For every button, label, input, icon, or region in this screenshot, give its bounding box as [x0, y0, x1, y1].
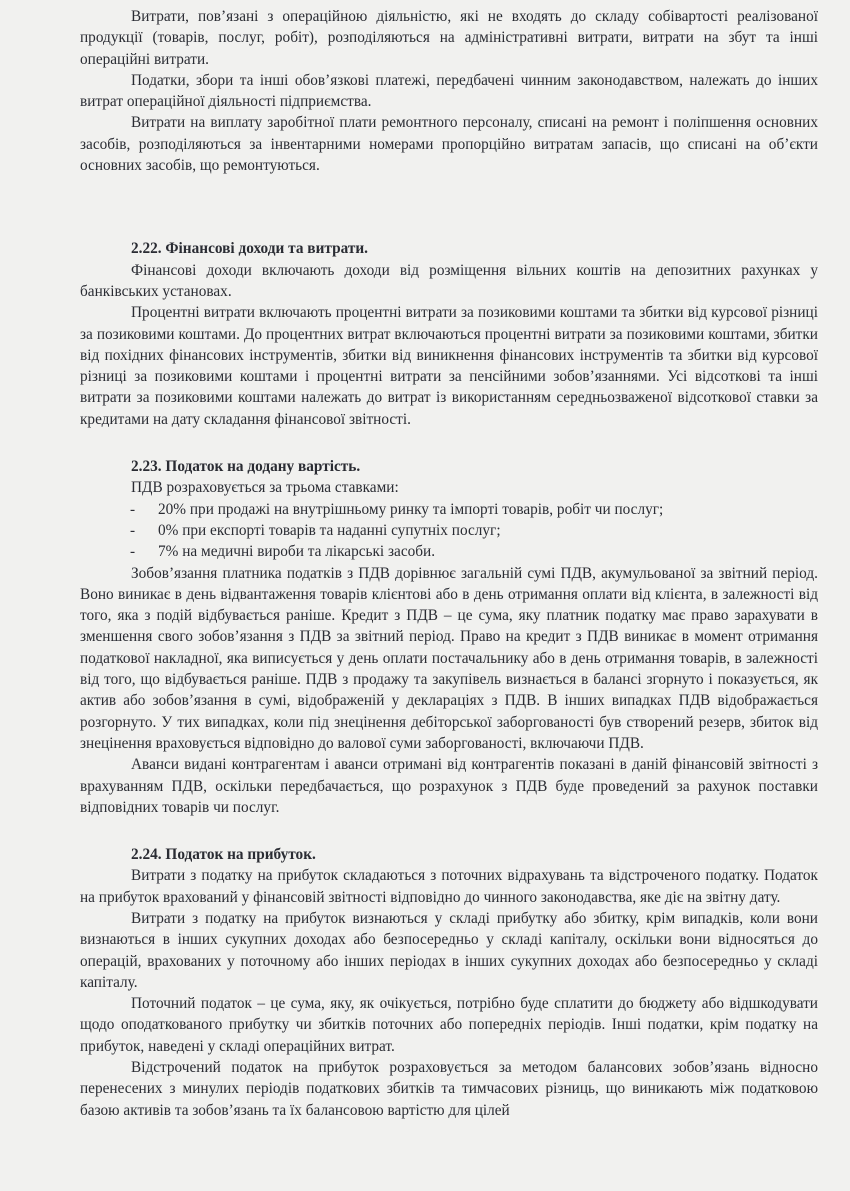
paragraph-deferred-tax: Відстрочений податок на прибуток розраховується за методом балансових зобов’язань відносно перенесених з минулих періодів податкових збитків та тимчасових різниць, що виникають між податковою базою активів та зобов’язань та їх балансовою вартістю для цілей — [80, 1059, 818, 1119]
paragraph-repair-wages: Витрати на виплату заробітної плати ремонтного персоналу, списані на ремонт і поліпшення основних засобів, розподіляються за інвентарними номерами пропорційно витратам запасів, що списані на об’єкти основних засобів, що ремонтуються. — [80, 114, 818, 175]
list-item: - 7% на медичні вироби та лікарські засоби. — [80, 541, 818, 562]
paragraph-financial-income: Фінансові доходи включають доходи від розміщення вільних коштів на депозитних рахунках у банківських установах. — [80, 261, 818, 300]
section-heading-2-23: 2.23. Податок на додану вартість. — [131, 458, 361, 476]
section-heading-2-22: 2.22. Фінансові доходи та витрати. — [131, 240, 368, 258]
paragraph-operating-expenses: Витрати, пов’язані з операційною діяльністю, які не входять до складу собівартості реалізованої продукції (товарів, послуг, робіт), розподіляються на адміністративні витрати, витрати на збут та інші операційні витрати. — [80, 8, 818, 68]
paragraph-income-tax-expenses: Витрати з податку на прибуток складаються з поточних відрахувань та відстроченого податку. Податок на прибуток врахований у фінансовій звітності відповідно до чинного законодавства, яке діє на звітну дату. — [80, 867, 818, 906]
vat-rates-list — [80, 499, 818, 563]
paragraph-interest-expenses: Процентні витрати включають процентні витрати за позиковими коштами та збитки від курсової різниці за позиковими коштами. До процентних витрат включаються процентні витрати за позиковими коштами, збитки від похідних фінансових інструментів, збитки від виникнення фінансових інструментів та збитки від курсової різниці за позиковими коштами і процентні витрати за пенсійними зобов’язаннями. Усі відсоткові та інші витрати за позиковими коштами належать до витрат із використанням середньозваженої відсоткової ставки за кредитами на дату складання фінансової звітності. — [80, 304, 818, 428]
vat-rates-intro: ПДВ розраховується за трьома ставками: — [131, 479, 399, 497]
paragraph-advances: Аванси видані контрагентам і аванси отримані від контрагентів показані в даній фінансовій звітності з врахуванням ПДВ, оскільки передбачається, що розрахунок з ПДВ буде проведений за рахунок поставки відповідних товарів чи послуг. — [80, 756, 818, 816]
list-item: - 0% при експорті товарів та наданні супутніх послуг; — [80, 520, 818, 541]
paragraph-income-tax-recognition: Витрати з податку на прибуток визнаються у складі прибутку або збитку, крім випадків, коли вони визнаються в інших сукупних доходах або безпосередньо у складі капіталу, оскільки вони відносяться до операцій, врахованих у поточному або інших періодах в інших сукупних доходах або безпосередньо у складі капіталу. — [80, 909, 818, 991]
paragraph-vat-liability: Зобов’язання платника податків з ПДВ дорівнює загальній сумі ПДВ, акумульованої за звітний період. Воно виникає в день відвантаження товарів клієнтові або в день отримання оплати від клієнта, в залежності від того, яка з подій відбувається раніше. Кредит з ПДВ – це сума, яку платник податку має право зарахувати в зменшення свого зобов’язання з ПДВ за звітний період. Право на кредит з ПДВ виникає в момент отримання податкової накладної, яка виписується у день оплати постачальнику або в день отримання товарів, в залежності від того, що відбувається раніше. ПДВ з продажу та закупівель визнається в балансі згорнуто і показується, як актив або зобов’язання в сумі, відображеній у деклараціях з ПДВ. В інших випадках ПДВ відображається розгорнуто. У тих випадках, коли під знецінення дебіторської заборгованості був створений резерв, збиток від знецінення враховується відповідно до валової суми заборгованості, включаючи ПДВ. — [80, 564, 818, 752]
paragraph-taxes-fees: Податки, збори та інші обов’язкові платежі, передбачені чинним законодавством, належать до інших витрат операційної діяльності підприємства. — [80, 71, 818, 111]
paragraph-current-tax: Поточний податок – це сума, яку, як очікується, потрібно буде сплатити до бюджету або відшкодувати щодо оподаткованого прибутку чи збитків поточних або попередніх періодів. Інші податки, крім податку на прибуток, наведені у складі операційних витрат. — [80, 995, 818, 1055]
section-heading-2-24: 2.24. Податок на прибуток. — [131, 846, 316, 864]
list-item: - 20% при продажі на внутрішньому ринку та імпорті товарів, робіт чи послуг; — [80, 499, 818, 520]
